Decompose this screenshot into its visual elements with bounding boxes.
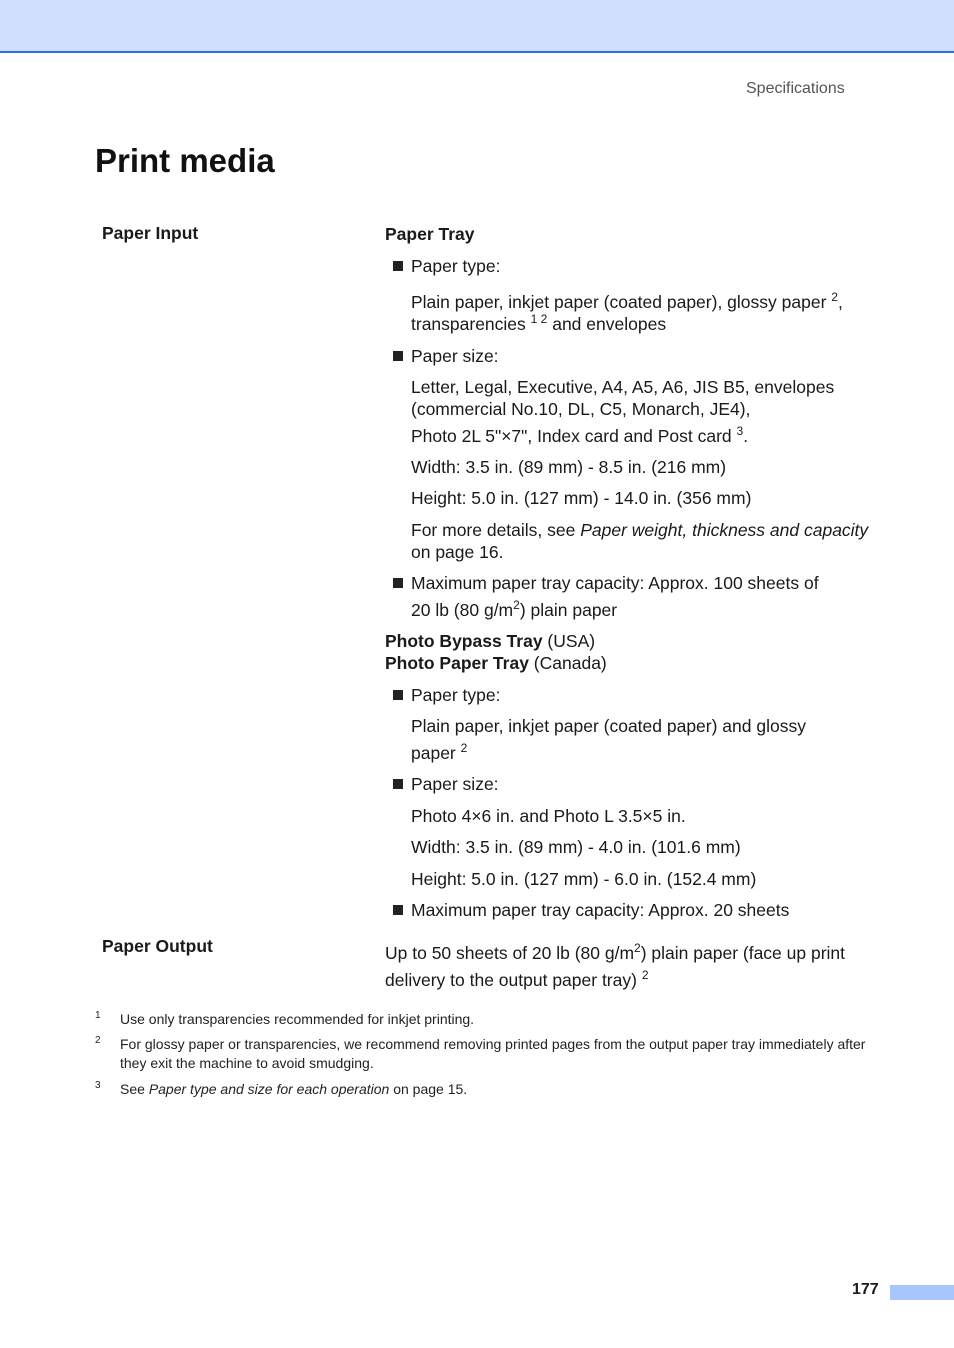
paper-type-text-a: Plain paper, inkjet paper (coated paper), glossy paper bbox=[411, 292, 827, 312]
paper-output-label: Paper Output bbox=[102, 936, 213, 956]
paper-size-line: Letter, Legal, Executive, A4, A5, A6, JIS B5, envelopes bbox=[411, 377, 835, 397]
heading-region: (Canada) bbox=[528, 653, 607, 673]
bullet-square-icon bbox=[393, 351, 403, 361]
details-reference bbox=[385, 519, 885, 563]
paper-output-value bbox=[385, 940, 885, 994]
footnote-link[interactable]: Paper type and size for each operation bbox=[148, 1081, 390, 1097]
superscript: 2 bbox=[634, 941, 641, 956]
footnote-text bbox=[120, 1080, 885, 1099]
footnote-text: For glossy paper or transparencies, we recommend removing printed pages from the output paper tray immediately after they exit the machine to avoid smudging. bbox=[120, 1036, 866, 1071]
bullet-paper-type bbox=[385, 255, 885, 277]
footnote-number: 3 bbox=[95, 1080, 101, 1091]
details-text: on page 16. bbox=[411, 542, 504, 562]
paper-input-label: Paper Input bbox=[102, 223, 199, 243]
footnote-text: Use only transparencies recommended for inkjet printing. bbox=[120, 1011, 475, 1027]
capacity-text: 20 lb (80 g/m bbox=[411, 600, 514, 620]
footnote-number: 1 bbox=[95, 1010, 101, 1021]
paper-type-text-b: transparencies bbox=[411, 314, 526, 334]
bullet-square-icon bbox=[393, 578, 403, 588]
paper-type-text-c: and envelopes bbox=[547, 314, 667, 334]
footnote-2 bbox=[95, 1035, 885, 1073]
bullet-paper-size bbox=[385, 345, 885, 367]
capacity-line: Maximum paper tray capacity: Approx. 100 sheets of bbox=[411, 573, 819, 593]
paper-size-text: Photo 2L 5"×7", Index card and Post card bbox=[411, 426, 732, 446]
paper-size-line: Photo 2L 5"×7", Index card and Post card $^3$. bbox=[411, 424, 749, 446]
footnote-ref[interactable]: 1 2 bbox=[530, 312, 548, 327]
capacity-text: ) plain paper bbox=[519, 600, 618, 620]
footnote-text-part: on page 15. bbox=[389, 1081, 468, 1097]
paper-tray-heading: Paper Tray bbox=[385, 224, 475, 244]
footnote-number: 2 bbox=[95, 1035, 101, 1046]
details-link[interactable]: Paper weight, thickness and capacity bbox=[580, 520, 869, 540]
bullet-capacity bbox=[385, 572, 885, 621]
bullet-square-icon bbox=[393, 261, 403, 271]
footnote-3 bbox=[95, 1080, 885, 1099]
paper-tray-section bbox=[385, 223, 885, 921]
bullet-square-icon bbox=[393, 779, 403, 789]
page-title: Print media bbox=[95, 142, 275, 179]
photo-tray-heading bbox=[385, 630, 885, 674]
footnote-ref[interactable]: 2 bbox=[460, 741, 468, 756]
bullet-square-icon bbox=[393, 690, 403, 700]
page-number: 177 bbox=[852, 1281, 879, 1298]
paper-output-text: delivery to the output paper tray) bbox=[385, 970, 637, 990]
paper-output-line bbox=[385, 940, 885, 967]
paper-type-value: Plain paper, inkjet paper (coated paper), glossy paper $^2$, transparencies $^{1 2}$ and envelopes bbox=[411, 290, 843, 334]
details-text: For more details, see bbox=[411, 520, 581, 540]
capacity-line bbox=[411, 599, 885, 621]
photo-paper-type-label: Paper type: bbox=[411, 685, 501, 705]
footnote-text-part: See bbox=[120, 1081, 149, 1097]
photo-paper-tray-heading: Photo Paper Tray bbox=[385, 653, 529, 673]
header-band bbox=[0, 0, 954, 53]
paper-height: Height: 5.0 in. (127 mm) - 14.0 in. (356 mm) bbox=[411, 488, 752, 508]
running-header: Specifications bbox=[746, 80, 845, 97]
paper-type-label: Paper type: bbox=[411, 256, 501, 276]
photo-type-line bbox=[411, 742, 885, 764]
photo-capacity: Maximum paper tray capacity: Approx. 20 sheets bbox=[411, 900, 790, 920]
bullet-square-icon bbox=[393, 905, 403, 915]
bullet-photo-paper-type bbox=[385, 684, 885, 706]
photo-type-text: paper bbox=[411, 743, 456, 763]
paper-size-label: Paper size: bbox=[411, 346, 499, 366]
paper-size-line: (commercial No.10, DL, C5, Monarch, JE4), bbox=[411, 399, 751, 419]
photo-bypass-tray-heading: Photo Bypass Tray bbox=[385, 631, 543, 651]
paper-output-line bbox=[385, 967, 885, 994]
photo-paper-size-value: Photo 4×6 in. and Photo L 3.5×5 in. bbox=[411, 806, 686, 826]
photo-paper-type-value bbox=[385, 715, 885, 764]
photo-type-line: Plain paper, inkjet paper (coated paper) and glossy bbox=[411, 716, 806, 736]
paper-output-text: ) plain paper (face up print bbox=[640, 943, 846, 963]
bullet-photo-capacity bbox=[385, 899, 885, 921]
superscript: 2 bbox=[513, 598, 520, 613]
paper-width: Width: 3.5 in. (89 mm) - 8.5 in. (216 mm) bbox=[411, 457, 727, 477]
photo-paper-width: Width: 3.5 in. (89 mm) - 4.0 in. (101.6 mm) bbox=[411, 837, 741, 857]
paper-size-value bbox=[385, 376, 885, 447]
page-tab bbox=[890, 1285, 954, 1300]
photo-paper-height: Height: 5.0 in. (127 mm) - 6.0 in. (152.4 mm) bbox=[411, 869, 757, 889]
footnote-ref[interactable]: 2 bbox=[641, 968, 649, 983]
paper-output-text: Up to 50 sheets of 20 lb (80 g/m bbox=[385, 943, 635, 963]
footnote-1 bbox=[95, 1010, 885, 1029]
footnote-ref[interactable]: 2 bbox=[831, 290, 838, 305]
bullet-photo-paper-size bbox=[385, 773, 885, 795]
footnote-ref[interactable]: 3 bbox=[736, 424, 744, 439]
photo-paper-size-label: Paper size: bbox=[411, 774, 499, 794]
heading-region: (USA) bbox=[542, 631, 596, 651]
